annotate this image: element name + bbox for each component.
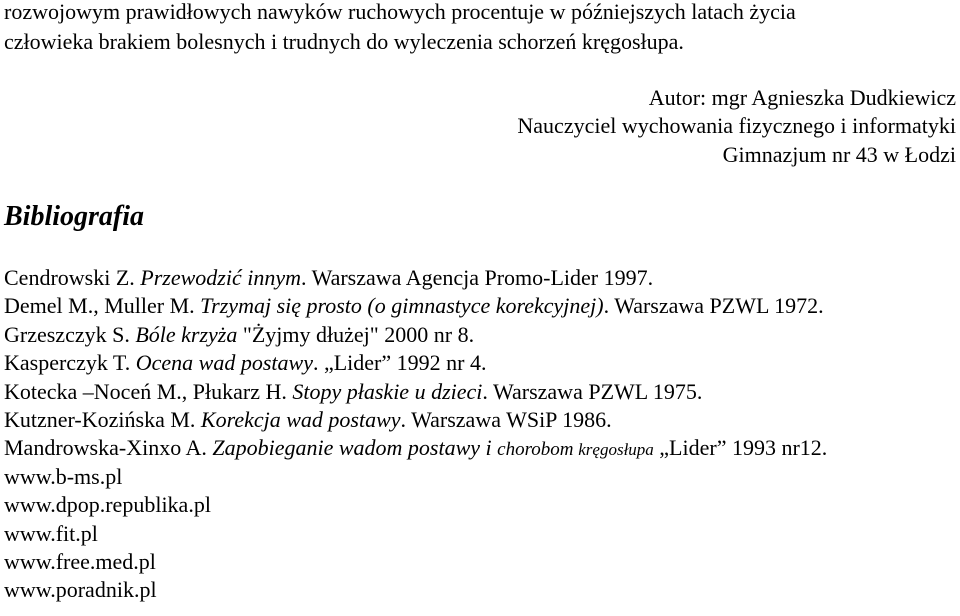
entry-author: Mandrowska-Xinxo A. xyxy=(4,435,213,461)
entry-author: Cendrowski Z. xyxy=(4,265,141,290)
entry-title: Trzymaj się prosto (o gimnastyce korekcyjnej) xyxy=(200,293,604,319)
web-source: www.fit.pl xyxy=(4,520,98,546)
entry-publication: . Warszawa Agencja Promo-Lider 1997. xyxy=(300,265,654,290)
intro-line-2: człowieka brakiem bolesnych i trudnych do wyleczenia schorzeń kręgosłupa. xyxy=(4,29,684,54)
entry-publication: . „Lider” 1992 nr 4. xyxy=(312,350,487,376)
entry-author: Grzeszczyk S. xyxy=(4,321,136,347)
web-source: www.dpop.republika.pl xyxy=(4,492,211,518)
entry-publication: „Lider” 1993 nr12. xyxy=(653,435,828,461)
entry-author: Kasperczyk T. xyxy=(4,350,136,376)
entry-title: Bóle krzyża xyxy=(135,321,238,347)
bibliography-entry xyxy=(4,350,827,378)
author-position: Nauczyciel wychowania fizycznego i informatyki xyxy=(517,113,956,138)
entry-publication: . Warszawa WSiP 1986. xyxy=(400,406,612,432)
web-source: www.free.med.pl xyxy=(4,548,156,574)
entry-author: Kutzner-Kozińska M. xyxy=(4,406,201,432)
author-name: Autor: mgr Agnieszka Dudkiewicz xyxy=(648,85,956,110)
entry-title: Stopy płaskie u dzieci xyxy=(292,378,483,404)
bibliography-entry xyxy=(4,322,827,350)
entry-title-part: kręgosłupa xyxy=(578,440,654,460)
entry-publication: . Warszawa PZWL 1975. xyxy=(482,378,703,404)
author-school: Gimnazjum nr 43 w Łodzi xyxy=(722,142,956,167)
bibliography-entry xyxy=(4,407,827,435)
entry-author: Demel M., Muller M. xyxy=(4,293,201,319)
entry-title: Zapobieganie wadom postawy i xyxy=(212,435,498,461)
intro-line-1: rozwojowym prawidłowych nawyków ruchowych procentuje w późniejszych latach życia xyxy=(4,0,796,24)
entry-title-part: chorobom xyxy=(497,439,579,461)
web-source: www.poradnik.pl xyxy=(4,577,157,603)
bibliography-entry xyxy=(4,435,827,463)
entry-title: Korekcja wad postawy xyxy=(200,406,401,432)
entry-title: Ocena wad postawy xyxy=(135,350,313,376)
web-source: www.b-ms.pl xyxy=(4,463,123,489)
bibliography-heading: Bibliografia xyxy=(4,201,145,232)
bibliography-list xyxy=(4,265,827,606)
bibliography-entry xyxy=(4,293,827,321)
entry-author: Kotecka –Noceń M., Płukarz H. xyxy=(4,378,293,404)
bibliography-entry xyxy=(4,265,827,293)
bibliography-entry xyxy=(4,379,827,407)
entry-title: Przewodzić innym xyxy=(140,265,301,290)
entry-publication: "Żyjmy dłużej" 2000 nr 8. xyxy=(237,321,475,347)
entry-publication: . Warszawa PZWL 1972. xyxy=(603,293,824,319)
